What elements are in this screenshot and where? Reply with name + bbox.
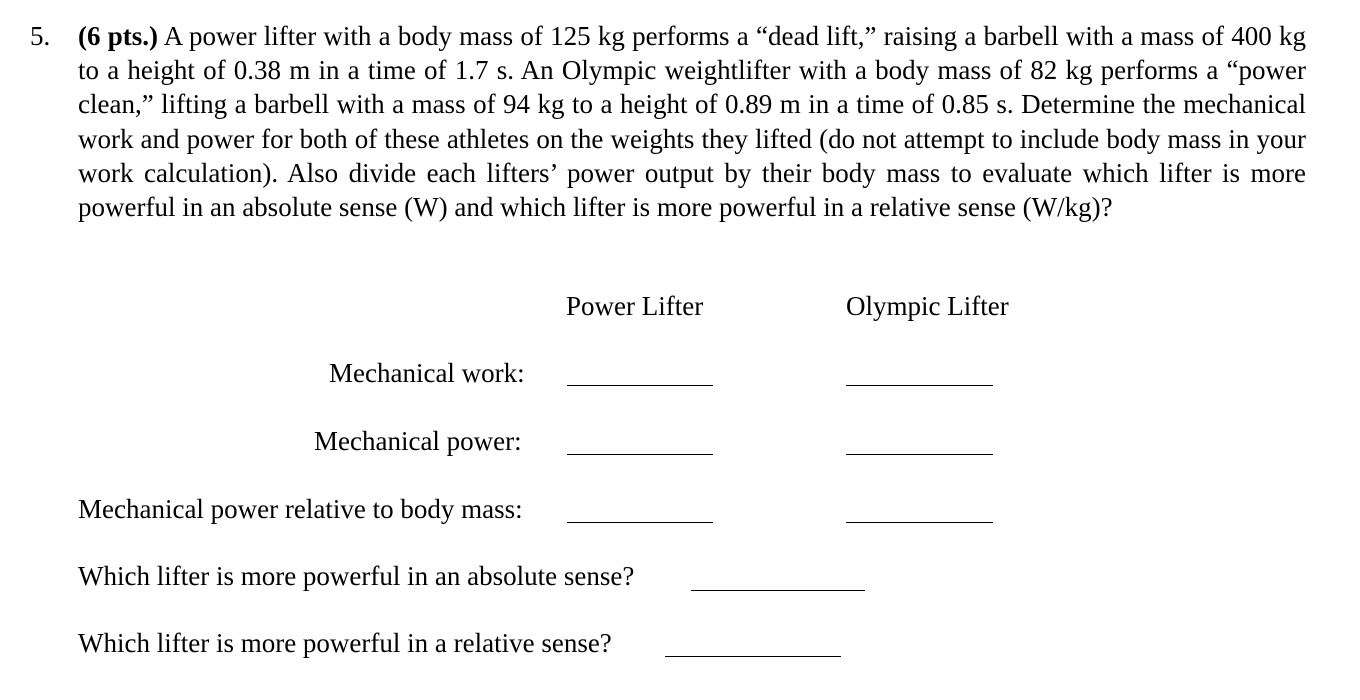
mechanical-power-label: Mechanical power: [314,426,522,456]
power-lifter-relative-power-answer-blank[interactable] [567,522,713,523]
olympic-lifter-power-answer-blank[interactable] [846,454,993,455]
question-number: 5. [30,21,51,51]
power-lifter-work-answer-blank[interactable] [567,385,713,386]
olympic-lifter-relative-power-answer-blank[interactable] [846,522,993,523]
question-prompt: A power lifter with a body mass of 125 kg performs a “dead lift,” raising a barbell with a mass of 400 kg to a height of 0.38 m in a time of 1.7 s. An Olympic weightlifter with a body mass of 82 kg performs a “power clean,” lifting a barbell with a mass of 94 kg to a height of 0.89 m in a time of 0.85 s. Determine the mechanical work and power for both of these athletes on the weights they lifted (do not attempt to include body mass in your work calculation). Also divide each lifters’ power output by their body mass to evaluate which lifter is more powerful in an absolute sense (W) and which lifter is more powerful in a relative sense (W/kg)? [78,21,1307,223]
column-header-olympic-lifter: Olympic Lifter [846,291,1009,321]
relative-sense-question-label: Which lifter is more powerful in a relative sense? [78,628,612,658]
relative-sense-answer-blank[interactable] [665,656,841,657]
absolute-sense-question-label: Which lifter is more powerful in an absolute sense? [78,561,635,591]
mechanical-work-label: Mechanical work: [329,358,525,388]
relative-power-label: Mechanical power relative to body mass: [78,494,523,524]
column-header-power-lifter: Power Lifter [566,291,704,321]
question-points: (6 pts.) [78,21,158,51]
absolute-sense-answer-blank[interactable] [691,590,865,591]
olympic-lifter-work-answer-blank[interactable] [846,385,993,386]
power-lifter-power-answer-blank[interactable] [567,454,713,455]
question-text-block [78,19,1306,224]
